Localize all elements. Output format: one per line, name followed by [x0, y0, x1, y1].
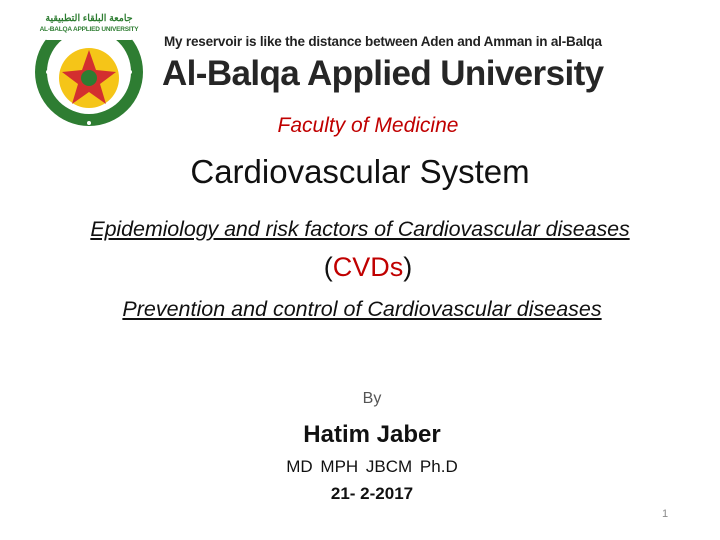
- page-number: 1: [662, 508, 669, 520]
- presentation-date: 21- 2-2017: [330, 484, 414, 503]
- author-degrees: MD MPH JBCM Ph.D: [286, 457, 458, 476]
- logo-english-text: AL-BALQA APPLIED UNIVERSITY: [39, 26, 139, 33]
- topic-line: Epidemiology and risk factors of Cardiovascular diseases: [90, 217, 630, 241]
- abbrev-close-paren: ): [403, 252, 413, 282]
- logo-arabic-text: جامعة البلقاء التطبيقية: [45, 13, 133, 24]
- university-tagline: My reservoir is like the distance between Aden and Amman in al-Balqa: [164, 34, 602, 49]
- university-name: Al-Balqa Applied University: [162, 54, 604, 93]
- abbrev-open-paren: (: [323, 252, 333, 282]
- system-title: Cardiovascular System: [190, 153, 530, 190]
- prevention-line: Prevention and control of Cardiovascular diseases: [122, 297, 602, 321]
- abbrev-cvds: CVDs: [332, 252, 404, 282]
- university-emblem-icon: [30, 10, 148, 128]
- abbreviation-line: [8, 252, 720, 283]
- by-label: By: [362, 390, 382, 407]
- author-name: Hatim Jaber: [303, 421, 441, 448]
- faculty-title: Faculty of Medicine: [277, 114, 459, 137]
